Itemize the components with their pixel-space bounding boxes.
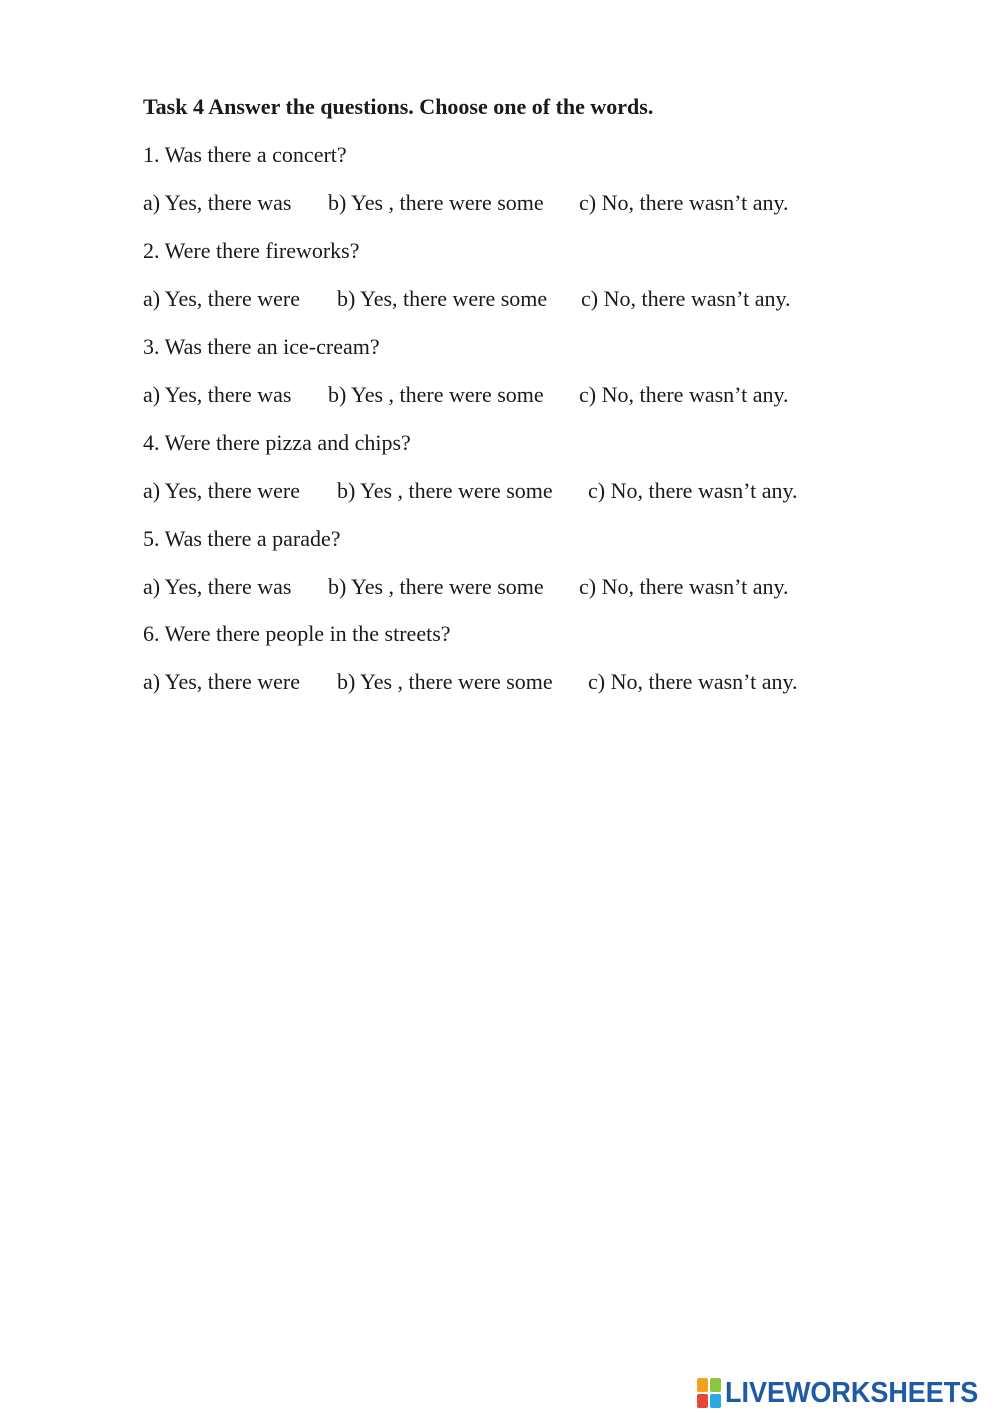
option-b[interactable]: b) Yes , there were some <box>328 190 544 215</box>
task-title: Task 4 Answer the questions. Choose one of the words. <box>143 94 654 119</box>
answer-options-4 <box>143 478 798 504</box>
option-c[interactable]: c) No, there wasn’t any. <box>579 190 789 215</box>
question-2: 2. Were there fireworks? <box>143 238 360 263</box>
option-c[interactable]: c) No, there wasn’t any. <box>581 286 791 311</box>
option-a[interactable]: a) Yes, there was <box>143 574 292 599</box>
logo-text: LIVEWORKSHEETS <box>725 1376 979 1409</box>
option-c[interactable]: c) No, there wasn’t any. <box>588 669 798 694</box>
question-6: 6. Were there people in the streets? <box>143 621 451 646</box>
logo-square <box>710 1394 721 1408</box>
liveworksheets-logo <box>697 1376 997 1410</box>
option-a[interactable]: a) Yes, there were <box>143 286 300 311</box>
option-a[interactable]: a) Yes, there were <box>143 478 300 503</box>
option-a[interactable]: a) Yes, there was <box>143 190 292 215</box>
answer-options-6 <box>143 669 798 695</box>
answer-options-3 <box>143 382 789 408</box>
question-1: 1. Was there a concert? <box>143 142 347 167</box>
answer-options-5 <box>143 574 789 600</box>
option-c[interactable]: c) No, there wasn’t any. <box>579 574 789 599</box>
answer-options-2 <box>143 286 791 312</box>
logo-square <box>697 1394 708 1408</box>
logo-square <box>710 1378 721 1392</box>
option-b[interactable]: b) Yes , there were some <box>337 669 553 694</box>
question-5: 5. Was there a parade? <box>143 526 341 551</box>
answer-options-1 <box>143 190 789 216</box>
option-b[interactable]: b) Yes , there were some <box>328 382 544 407</box>
option-b[interactable]: b) Yes , there were some <box>328 574 544 599</box>
question-4: 4. Were there pizza and chips? <box>143 430 411 455</box>
logo-mark-icon <box>697 1378 721 1408</box>
option-c[interactable]: c) No, there wasn’t any. <box>588 478 798 503</box>
option-b[interactable]: b) Yes, there were some <box>337 286 548 311</box>
logo-square <box>697 1378 708 1392</box>
option-a[interactable]: a) Yes, there were <box>143 669 300 694</box>
option-c[interactable]: c) No, there wasn’t any. <box>579 382 789 407</box>
option-b[interactable]: b) Yes , there were some <box>337 478 553 503</box>
question-3: 3. Was there an ice-cream? <box>143 334 380 359</box>
option-a[interactable]: a) Yes, there was <box>143 382 292 407</box>
